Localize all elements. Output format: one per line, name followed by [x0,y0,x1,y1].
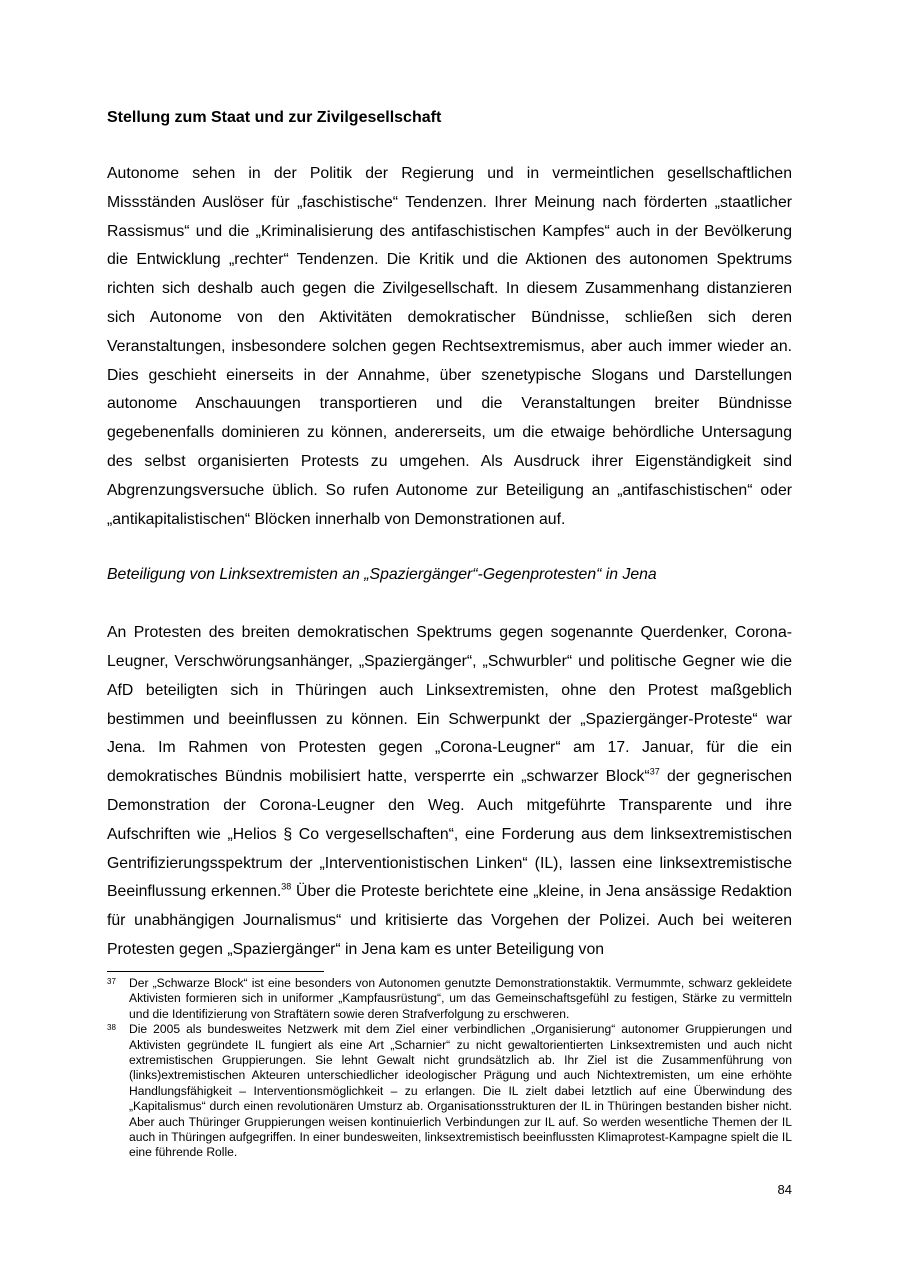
footnote-ref-37: 37 [649,766,660,777]
section-heading: Stellung zum Staat und zur Zivilgesellschaft [107,109,442,126]
footnote-37 [107,976,792,1022]
document-body [107,106,792,965]
footnote-38 [107,1022,792,1161]
footnote-ref-38: 38 [281,882,292,893]
paragraph-stellung: Autonome sehen in der Politik der Regierung und in vermeintlichen gesellschaftlichen Missständen Auslöser für „faschistische“ Tendenzen. Ihrer Meinung nach förderten „staatlicher Rassismus“ und die „Kriminalisierung des antifaschistischen Kampfes“ auch in der Bevölkerung die Entwicklung „rechter“ Tendenzen. Die Kritik und die Aktionen des autonomen Spektrums richten sich deshalb auch gegen die Zivilgesellschaft. In diesem Zusammenhang distanzieren sich Autonome von den Aktivitäten demokratischer Bündnisse, schließen sich deren Veranstaltungen, insbesondere solchen gegen Rechtsextremismus, aber auch immer wieder an. Dies geschieht einerseits in der Annahme, über szenetypische Slogans und Darstellungen autonome Anschauungen transportieren und die Veranstaltungen breiter Bündnisse gegebenenfalls dominieren zu können, andererseits, um die etwaige behördliche Untersagung des selbst organisierten Protests zu umgehen. Als Ausdruck ihrer Eigenständigkeit sind Abgrenzungsversuche üblich. So rufen Autonome zur Beteiligung an „antifaschistischen“ oder „antikapitalistischen“ Blöcken innerhalb von Demonstrationen auf. [107,165,792,528]
paragraph-jena-part1: An Protesten des breiten demokratischen Spektrums gegen sogenannte Querdenker, Corona-Leugner, Verschwörungsanhänger, „Spaziergänger“, „Schwurbler“ und politische Gegner wie die AfD beteiligten sich in Thüringen auch Linksextremisten, ohne den Protest maßgeblich bestimmen und beeinflussen zu können. Ein Schwerpunkt der „Spaziergänger-Proteste“ war Jena. Im Rahmen von Protesten gegen „Corona-Leugner“ am 17. Januar, für die ein demokratisches Bündnis mobilisiert hatte, versperrte ein „schwarzer Block“ [107,624,792,786]
footnote-number: 38 [107,1023,116,1033]
footnote-separator [107,971,324,972]
subsection-heading: Beteiligung von Linksextremisten an „Spaziergänger“-Gegenprotesten“ in Jena [107,566,657,584]
paragraph-jena-part2: der gegnerischen Demonstration der Corona-Leugner den Weg. Auch mitgeführte Transparente und ihre Aufschriften wie „Helios § Co vergesellschaften“, eine Forderung aus dem linksextremistischen Gentrifizierungsspektrum der „Interventionistischen Linken“ (IL), lassen eine linksextremistische Beeinflussung erkennen. [107,768,792,901]
footnotes [107,976,792,1161]
paragraph-jena-part3: Über die Proteste berichtete eine „kleine, in Jena ansässige Redaktion für unabhängigen Journalismus“ und kritisierte das Vorgehen der Polizei. Auch bei weiteren Protesten gegen „Spaziergänger“ in Jena kam es unter Beteiligung von [107,883,792,958]
page-number: 84 [777,1182,792,1197]
footnote-text: Der „Schwarze Block“ ist eine besonders von Autonomen genutzte Demonstrationstaktik. Vermummte, schwarz gekleidete Aktivisten formieren sich in uniformer „Kampfausrüstung“, um das Gemeinschaftsgefühl zu festigen, Stärke zu vermitteln und die Identifizierung von Straftätern sowie deren Strafverfolgung zu erschweren. [129,976,792,1021]
paragraph-jena [107,619,792,965]
footnote-text: Die 2005 als bundesweites Netzwerk mit dem Ziel einer verbindlichen „Organisierung“ autonomer Gruppierungen und Aktivisten gegründete IL fungiert als eine Art „Scharnier“ zu nicht gewaltorientierten Linksextremisten und auch nicht extremistischen Gruppierungen. Sie lehnt Gewalt nicht grundsätzlich ab. Ihr Ziel ist die Zusammenführung von (links)extremistischen Akteuren unterschiedlicher ideologischer Prägung und auch Nichtextremisten, um eine erhöhte Handlungsfähigkeit – Interventionsmöglichkeit – zu erlangen. Die IL zielt dabei letztlich auf eine Überwindung des „Kapitalismus“ durch einen revolutionären Umsturz ab. Organisationsstrukturen der IL in Thüringen bestanden bisher nicht. Aber auch Thüringer Gruppierungen weisen kontinuierlich Verbindungen zur IL auf. So werden wesentliche Themen der IL auch in Thüringen aufgegriffen. In einer bundesweiten, linksextremistisch beeinflussten Klimaprotest-Kampagne spielt die IL eine führende Rolle. [129,1022,792,1160]
footnote-number: 37 [107,977,116,986]
